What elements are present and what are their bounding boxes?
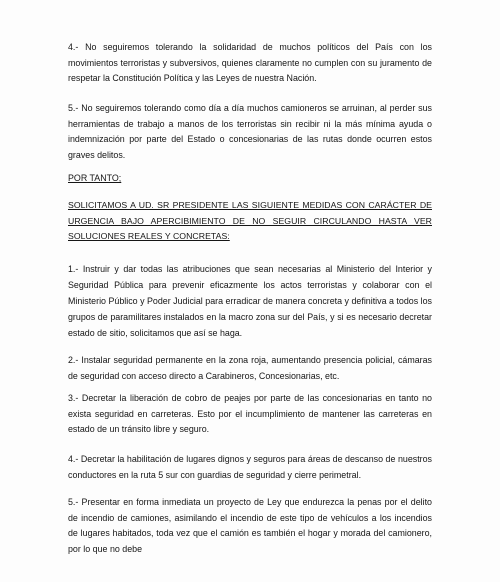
solicitation-heading: SOLICITAMOS A UD. SR PRESIDENTE LAS SIGUIENTE MEDIDAS CON CARÁCTER DE URGENCIA BAJO APERCIBIMIENTO DE NO SEGUIR CIRCULANDO HASTA VER SOLUCIONES REALES Y CONCRETAS: (68, 200, 432, 242)
measure-2: 2.- Instalar seguridad permanente en la zona roja, aumentando presencia policial, cámaras de seguridad con acceso directo a Carabineros, Concesionarias, etc. (68, 355, 432, 381)
paragraph-point-4: 4.- No seguiremos tolerando la solidaridad de muchos políticos del País con los movimientos terroristas y subversivos, quienes claramente no cumplen con su juramento de respetar la Constitución Política y las Leyes de nuestra Nación. (68, 42, 432, 84)
measure-3: 3.- Decretar la liberación de cobro de peajes por parte de las concesionarias en tanto no exista seguridad en carreteras. Esto por el incumplimiento de mantener las carreteras en estado de un tránsito libre y seguro. (68, 393, 432, 435)
por-tanto-heading: POR TANTO; (68, 173, 122, 183)
measure-1: 1.- Instruir y dar todas las atribuciones que sean necesarias al Ministerio del Interior y Seguridad Pública para prevenir eficazmente los actos terroristas y colaborar con el Ministerio Público y Poder Judicial para erradicar de manera concreta y definitiva a todos los grupos de paramilitares instalados en la macro zona sur del País, y si es necesario decretar estado de sitio, solicitamos que así se haga. (68, 264, 432, 339)
paragraph-point-5: 5.- No seguiremos tolerando como día a día muchos camioneros se arruinan, al perder sus herramientas de trabajo a manos de los terroristas sin recibir ni la más mínima ayuda o indemnización por parte del Estado o concesionarias de las rutas donde ocurren estos graves delitos. (68, 103, 432, 161)
measure-5: 5.- Presentar en forma inmediata un proyecto de Ley que endurezca la penas por el delito de incendio de camiones, asimilando el incendio de este tipo de vehículos a los incendios de lugares habitados, toda vez que el camión es también el hogar y morada del camionero, por lo que no debe (68, 497, 432, 555)
measure-4: 4.- Decretar la habilitación de lugares dignos y seguros para áreas de descanso de nuestros conductores en la ruta 5 sur con guardias de seguridad y cierre perimetral. (68, 454, 432, 480)
